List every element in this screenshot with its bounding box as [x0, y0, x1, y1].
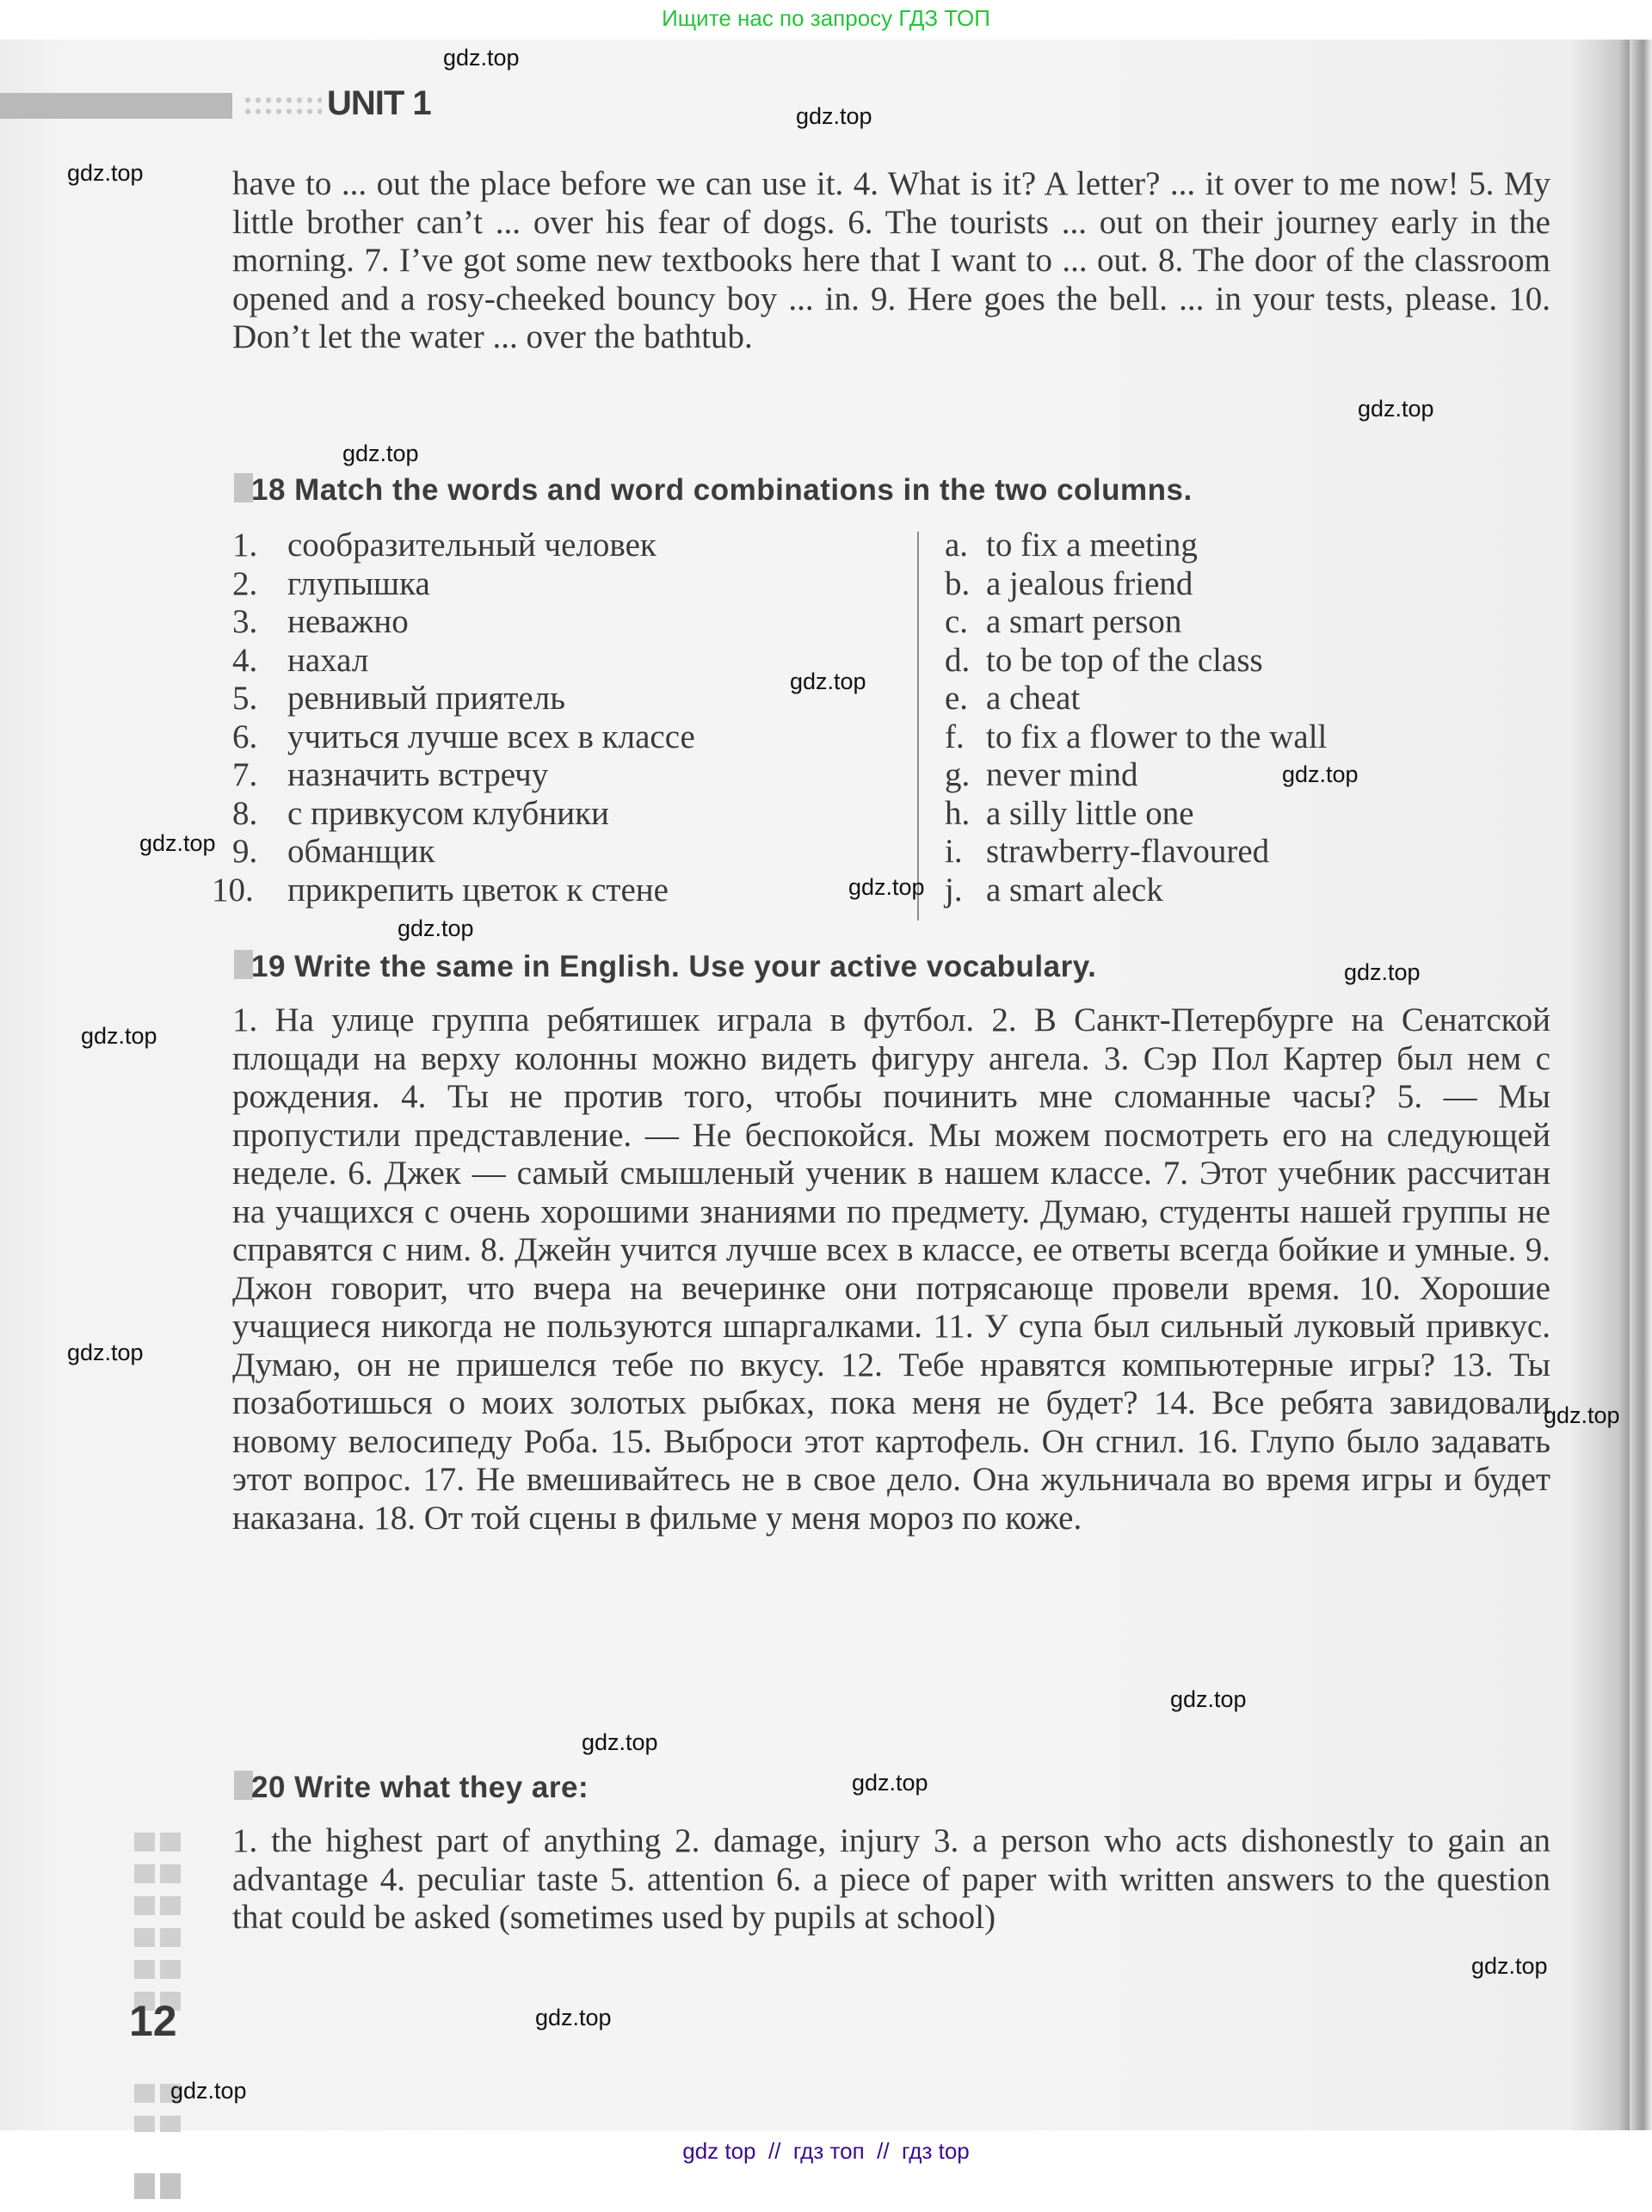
footer: [0, 2132, 1652, 2173]
exercise-instruction: Write what they are:: [294, 1771, 589, 1804]
list-item: 7. назначить встречу: [232, 756, 549, 793]
header-decor-bar: [0, 93, 232, 119]
exercise-number: 18: [251, 473, 286, 507]
watermark: gdz.top: [848, 874, 925, 900]
watermark: gdz.top: [796, 103, 872, 129]
list-item: 2. глупышка: [232, 564, 430, 602]
exercise-number: 20: [251, 1771, 286, 1804]
exercise-number: 19: [251, 950, 286, 983]
list-item: a. to fix a meeting: [945, 527, 1198, 564]
list-item: f. to fix a flower to the wall: [945, 718, 1328, 755]
watermark: gdz.top: [535, 2005, 612, 2030]
list-item: 4. нахал: [232, 641, 369, 679]
list-item: g. never mind: [945, 756, 1138, 793]
exercise19-text: 1. На улице группа ребятишек играла в футбол. 2. В Санкт-Петербурге на Сенатской площади на верху колонны можно видеть фигуру ангела. 3. Сэр Пол Картер был нем с рождения. 4. Ты не против того, чтобы починить мне сломанные часы? 5. — Мы пропустили представление. — Не беспокойся. Мы можем посмотреть его на следующей неделе. 6. Джек — самый смышленый ученик в нашем классе. 7. Этот учебник рассчитан на учащихся с очень хорошими знаниями по предмету. Думаю, студенты нашей группы не справятся с ним. 8. Джейн учится лучше всех в классе, ее ответы всегда бойкие и умные. 9. Джон говорит, что вчера на вечеринке они потрясающе провели время. 10. Хорошие учащиеся никогда не пользуются шпаргалками. 11. У супа был сильный луковый привкус. Думаю, он не пришелся тебе по вкусу. 12. Тебе нравятся компьютерные игры? 13. Ты позаботишься о моих золотых рыбках, пока меня не будет? 14. Все ребята завидовали новому велосипеду Роба. 15. Выброси этот картофель. Он сгнил. 16. Глупо было задавать этот вопрос. 17. Не вмешивайтесь не в свое дело. Она жульничала во время игры и будет наказана. 18. От той сцены в фильме у меня мороз по коже.: [232, 1001, 1550, 1537]
exercise20-text: 1. the highest part of anything 2. damage, injury 3. a person who acts dishonestly to gain an advantage 4. peculiar taste 5. attention 6. a piece of paper with written answers to the question that could be asked (sometimes used by pupils at school): [232, 1822, 1550, 1936]
watermark: gdz.top: [170, 2078, 247, 2104]
exercise-marker: [234, 473, 253, 502]
watermark: gdz.top: [67, 160, 144, 186]
list-item: 10. прикрепить цветок к стене: [212, 871, 669, 909]
watermark: gdz.top: [443, 45, 520, 71]
watermark: gdz.top: [342, 441, 419, 466]
watermark: gdz.top: [790, 669, 866, 694]
unit-title: UNIT 1: [327, 84, 431, 122]
watermark: gdz.top: [1282, 761, 1359, 787]
list-item: 5. ревнивый приятель: [232, 680, 565, 717]
list-item: 9. обманщик: [232, 833, 435, 870]
list-item: 1. сообразительный человек: [232, 527, 656, 564]
list-item: 6. учиться лучше всех в классе: [232, 718, 695, 755]
match-left-column: [212, 527, 903, 909]
column-divider: [917, 532, 919, 921]
watermark: gdz.top: [139, 830, 216, 856]
list-item: 8. с привкусом клубники: [232, 794, 609, 832]
watermark: gdz.top: [398, 915, 474, 941]
list-item: e. a cheat: [945, 680, 1081, 717]
footer-links[interactable]: gdz top // гдз топ // гдз top: [682, 2138, 970, 2164]
watermark: gdz.top: [1170, 1686, 1247, 1712]
watermark: gdz.top: [1544, 1402, 1620, 1428]
header-decor-dots: [243, 95, 322, 119]
list-item: j. a smart aleck: [945, 871, 1163, 909]
watermark: gdz.top: [1344, 959, 1421, 985]
list-item: h. a silly little one: [945, 794, 1194, 832]
page-spine-shadow: [1630, 40, 1652, 2130]
list-item: 3. неважно: [232, 603, 409, 640]
page-number: 12: [129, 1997, 177, 2045]
list-item: c. a smart person: [945, 603, 1182, 640]
exercise-instruction: Write the same in English. Use your active vocabulary.: [294, 950, 1097, 983]
exercise-marker: [234, 950, 253, 979]
top-banner: [0, 0, 1652, 38]
exercise-marker: [234, 1771, 253, 1800]
watermark: gdz.top: [1471, 1953, 1548, 1979]
exercise-instruction: Match the words and word combinations in the two columns.: [294, 473, 1193, 507]
watermark: gdz.top: [81, 1023, 157, 1049]
list-item: i. strawberry-flavoured: [945, 833, 1270, 870]
watermark: gdz.top: [582, 1729, 658, 1755]
exercise17-continuation: have to ... out the place before we can use it. 4. What is it? A letter? ... it over to me now! 5. My little brother can’t ... over his fear of dogs. 6. The tourists ... out on their journey early in the morning. 7. I’ve got some new textbooks here that I want to ... out. 8. The door of the classroom opened and a rosy-cheeked bouncy boy ... in. 9. Here goes the bell. ... in your tests, please. 10. Don’t let the water ... over the bathtub.: [232, 165, 1550, 355]
watermark: gdz.top: [67, 1340, 144, 1365]
exercise20-heading: [251, 1771, 589, 1805]
watermark: gdz.top: [1358, 396, 1434, 422]
banner-text[interactable]: Ищите нас по запросу ГДЗ ТОП: [662, 5, 990, 31]
list-item: d. to be top of the class: [945, 641, 1263, 679]
exercise18-heading: [251, 473, 1193, 508]
match-right-column: [945, 527, 1564, 909]
watermark: gdz.top: [852, 1770, 928, 1796]
list-item: b. a jealous friend: [945, 564, 1193, 602]
exercise19-heading: [251, 950, 1096, 984]
